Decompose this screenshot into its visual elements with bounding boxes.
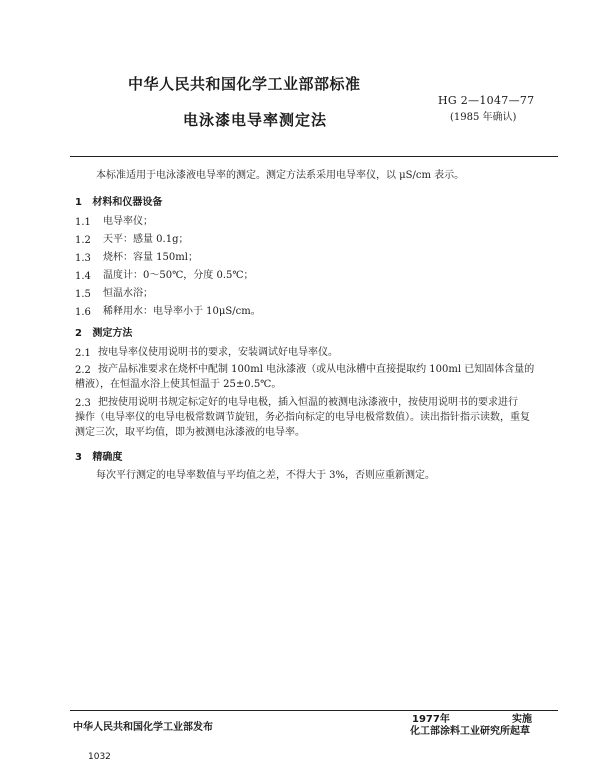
item-text: 恒温水浴；: [103, 288, 153, 299]
implementation-date: 1977年: [412, 714, 450, 725]
standard-code: HG 2—1047—77: [438, 94, 535, 107]
item-number: 2.3: [75, 398, 91, 409]
footer-divider: [70, 710, 558, 711]
header-divider: [70, 156, 558, 157]
section-heading: [75, 324, 132, 339]
item-text-line: 按产品标准要求在烧杯中配制 100ml 电泳漆液（或从电泳槽中直接提取约 100ml 已知固体含量的: [98, 364, 535, 375]
item-text-line: 测定三次，取平均值，即为被测电泳漆液的电导率。: [75, 427, 305, 438]
item-text-line: 把按使用说明书规定标定好的电导电极，插入恒温的被测电泳漆液中，按使用说明书的要求进行: [98, 397, 518, 408]
item-number: 1.3: [75, 253, 91, 264]
issuing-org-title: 中华人民共和国化学工业部部标准: [128, 75, 361, 93]
section-number: 1: [75, 197, 82, 208]
item-number: 2.1: [75, 348, 91, 359]
item-number: 1.2: [75, 235, 91, 246]
drafting-org: 化工部涂料工业研究所起草: [410, 726, 530, 737]
publisher: 中华人民共和国化学工业部发布: [73, 722, 213, 733]
section-paragraph: 每次平行测定的电导率数值与平均值之差，不得大于 3%，否则应重新测定。: [96, 470, 436, 481]
item-number: 1.6: [75, 307, 91, 318]
item-number: 2.2: [75, 365, 91, 376]
section-title: 精确度: [92, 452, 123, 463]
section-title: 材料和仪器设备: [92, 197, 163, 208]
section-number: 3: [75, 452, 82, 463]
confirmation-year: (1985 年确认): [450, 112, 517, 123]
implementation-label: 实施: [512, 714, 532, 725]
item-text: 烧杯：容量 150ml；: [103, 252, 198, 263]
item-text: 电导率仪；: [103, 216, 153, 227]
item-number: 1.4: [75, 271, 91, 282]
item-text: 温度计：0～50℃，分度 0.5℃；: [103, 270, 254, 281]
item-text: 天平：感量 0.1g；: [103, 234, 189, 245]
section-heading: [75, 448, 122, 463]
item-text: 稀释用水：电导率小于 10μS/cm。: [103, 306, 261, 317]
standard-title: 电泳漆电导率测定法: [183, 111, 328, 129]
section-title: 测定方法: [92, 328, 133, 339]
item-text: 按电导率仪使用说明书的要求，安装调试好电导率仪。: [98, 347, 338, 358]
intro-paragraph: 本标准适用于电泳漆液电导率的测定。测定方法系采用电导率仪，以 μS/cm 表示。: [96, 170, 465, 181]
item-text-line: 槽液），在恒温水浴上使其恒温于 25±0.5℃。: [75, 379, 282, 390]
item-number: 1.5: [75, 289, 91, 300]
item-number: 1.1: [75, 217, 91, 228]
section-number: 2: [75, 328, 82, 339]
item-text-line: 操作（电导率仪的电导电极常数调节旋钮，务必指向标定的电导电极常数值）。读出指针指示读数，重复: [75, 412, 530, 423]
section-heading: [75, 193, 162, 208]
page-number: 1032: [88, 752, 111, 762]
